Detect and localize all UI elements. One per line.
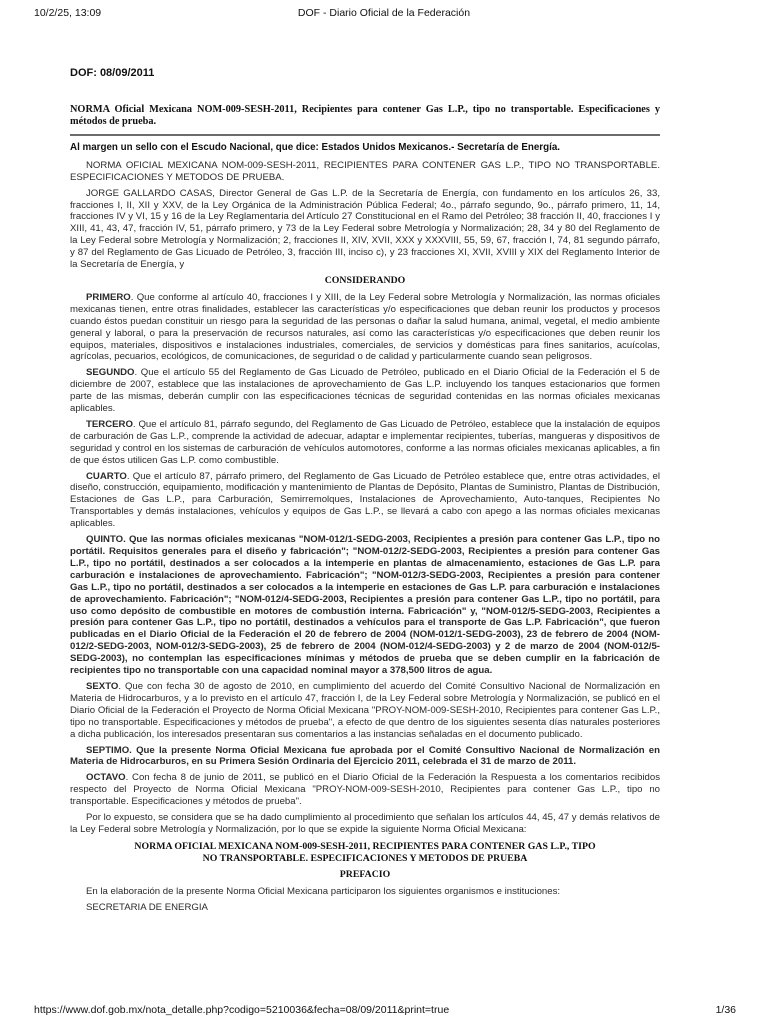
norma-heading bbox=[70, 841, 660, 865]
considerando-heading: CONSIDERANDO bbox=[324, 274, 406, 286]
document-body bbox=[70, 60, 660, 918]
tercero-body: . Que el artículo 81, párrafo segundo, del Reglamento de Gas Licuado de Petróleo, establece que la instalación de equipos de carburación de Gas L.P., comprende la actividad de adecuar, adaptar e implementar recipientes, tuberías, mangueras y dispositivos de seguridad y control en los sistemas de carburación de vehículos automotores, conforme a las normas oficiales mexicanas aplicables, a fin de que éstos utilicen Gas L.P. como combustible. bbox=[70, 418, 660, 466]
norma-heading-line-1: NORMA OFICIAL MEXICANA NOM-009-SESH-2011, RECIPIENTES PARA CONTENER GAS L.P., TIPO bbox=[134, 840, 596, 852]
septimo-paragraph: SEPTIMO. Que la presente Norma Oficial Mexicana fue aprobada por el Comité Consultivo Nacional de Normalización en Materia de Hidrocarburos, en su Primera Sesión Ordinaria del Ejercicio 2011, celebrada el 31 de marzo de 2011. bbox=[70, 744, 660, 768]
segundo-paragraph bbox=[70, 367, 660, 415]
quinto-paragraph: QUINTO. Que las normas oficiales mexicanas "NOM-012/1-SEDG-2003, Recipientes a presión para contener Gas L.P., tipo no portátil. Requisitos generales para el diseño y fabricación"; "NOM-012/2-SEDG-2003, Recipientes a presión para contener Gas L.P., tipo no portátil, destinados a ser colocados a la intemperie en plantas de almacenamiento, estaciones de Gas L.P. para carburación e instalaciones de aprovechamiento. Fabricación"; "NOM-012/3-SEDG-2003, Recipientes a presión para contener Gas L.P., tipo no portátil, destinados a ser colocados a la intemperie en estaciones de Gas L.P. para carburación e instalaciones de aprovechamiento. Fabricación"; "NOM-012/4-SEDG-2003, Recipientes a presión para contener Gas L.P., tipo no portátil, para uso como depósito de combustible en motores de combustión interna. Fabricación" y, "NOM-012/5-SEDG-2003, Recipientes a presión para contener Gas L.P., tipo no portátil, destinados a vehículos para el transporte de Gas L.P. Fabricación", que fueron publicadas en el Diario Oficial de la Federación el 20 de febrero de 2004 (NOM-012/1-SEDG-2003), 23 de febrero de 2004 (NOM-012/2-SEDG-2003, NOM-012/3-SEDG-2003), 25 de febrero de 2004 (NOM-012/4-SEDG-2003) y 2 de marzo de 2004 (NOM-012/5-SEDG-2003), no contemplan las especificaciones mínimas y métodos de prueba que se deben cumplir en la fabricación de recipientes tipo no transportable con una capacidad nominal mayor a 378,500 litros de agua. bbox=[70, 534, 660, 677]
prefacio-heading: PREFACIO bbox=[339, 869, 391, 881]
norma-title: NORMA Oficial Mexicana NOM-009-SESH-2011, Recipientes para contener Gas L.P., tipo no transportable. Especificaciones y métodos de prueba. bbox=[70, 104, 660, 136]
tercero-lead: TERCERO bbox=[86, 418, 133, 430]
tercero-paragraph bbox=[70, 419, 660, 467]
print-datetime: 10/2/25, 13:09 bbox=[34, 7, 102, 19]
secretaria-line: SECRETARIA DE ENERGIA bbox=[86, 902, 208, 914]
primero-lead: PRIMERO bbox=[86, 291, 131, 303]
octavo-paragraph bbox=[70, 772, 660, 808]
segundo-body: . Que el artículo 55 del Reglamento de Gas Licuado de Petróleo, publicado en el Diario Oficial de la Federación el 5 de diciembre de 2007, establece que las instalaciones de aprovechamiento de Gas L.P. incluyendo los tanques estacionarios que formen parte de las mismas, deberán cumplir con las especificaciones técnicas de seguridad contenidas en las normas oficiales mexicanas aplicables. bbox=[70, 367, 660, 415]
por-lo-expuesto-paragraph: Por lo expuesto, se considera que se ha dado cumplimiento al procedimiento que señalan los artículos 44, 45, 47 y demás relativos de la Ley Federal sobre Metrología y Normalización, por lo que se expide la siguiente Norma Oficial Mexicana: bbox=[70, 812, 660, 835]
cuarto-lead: CUARTO bbox=[86, 470, 127, 482]
norma-heading-line-2: NO TRANSPORTABLE. ESPECIFICACIONES Y METODOS DE PRUEBA bbox=[202, 852, 528, 864]
primero-paragraph bbox=[70, 292, 660, 363]
intro-paragraph: JORGE GALLARDO CASAS, Director General de Gas L.P. de la Secretaría de Energía, con fundamento en los artículos 26, 33, fracciones I, II, XII y XXV, de la Ley Orgánica de la Administración Pública Federal; 4o., párrafo segundo, 9o., párrafo primero, 11, 14, fracciones IV y VI, 15 y 16 de la Ley Reglamentaria del Artículo 27 Constitucional en el Ramo del Petróleo; 38 fracción II, 40, fracciones I y XIII, 41, 43, 47, fracción IV, 51, párrafo primero, y 73 de la Ley Federal sobre Metrología y Normalización; 28, 34 y 80 del Reglamento de la Ley Federal sobre Metrología y Normalización; 2, fracciones II, XIV, XVII, XXX y XXXVIII, 55, 59, 67, fracción I, 74, 81 segundo párrafo, y 87 del Reglamento de Gas Licuado de Petróleo, 3, fracción III, inciso c), y 23 fracciones XI, XVII, XVIII y XIX del Reglamento Interior de la Secretaría de Energía, y bbox=[70, 187, 660, 271]
primero-body: . Que conforme al artículo 40, fracciones I y XIII, de la Ley Federal sobre Metrología y Normalización, las normas oficiales mexicanas tienen, entre otras finalidades, establecer las características y/o especificaciones que deban reunir los productos y procesos cuando éstos puedan constituir un riesgo para la seguridad de las personas o dañar la salud humana, animal, vegetal, el medio ambiente general y laboral, o para la preservación de recursos naturales, así como las características y/o especificaciones que deben reunir los equipos, materiales, dispositivos e instalaciones industriales, comerciales, de servicios y domésticas para fines sanitarios, acuícolas, agrícolas, pecuarios, ecológicos, de comunicaciones, de seguridad o de calidad y particularmente cuando sean peligrosos. bbox=[70, 291, 660, 363]
cuarto-body: . Que el artículo 87, párrafo primero, del Reglamento de Gas Licuado de Petróleo establece que, entre otras actividades, el diseño, construcción, equipamiento, modificación y mantenimiento de Plantas de Depósito, Plantas de Suministro, Plantas de Distribución, Estaciones de Gas L.P., para Carburación, Semirremolques, Instalaciones de Aprovechamiento, Auto-tanques, Recipientes No Transportables y demás instalaciones, vehículos y equipos de Gas L.P., se llevará a cabo con apego a las normas oficiales mexicanas aplicables. bbox=[70, 470, 660, 530]
print-header bbox=[0, 0, 768, 22]
print-footer bbox=[0, 1002, 768, 1024]
octavo-lead: OCTAVO bbox=[86, 772, 126, 784]
cuarto-paragraph bbox=[70, 471, 660, 531]
print-url: https://www.dof.gob.mx/nota_detalle.php?codigo=5210036&fecha=08/09/2011&print=true bbox=[34, 1004, 450, 1016]
octavo-body: . Con fecha 8 de junio de 2011, se publicó en el Diario Oficial de la Federación la Respuesta a los comentarios recibidos respecto del Proyecto de Norma Oficial Mexicana "PROY-NOM-009-SESH-2010, Recipientes para contener Gas L.P., tipo no transportable. Especificaciones y métodos de prueba". bbox=[70, 772, 660, 808]
segundo-lead: SEGUNDO bbox=[86, 367, 135, 379]
prefacio-paragraph: En la elaboración de la presente Norma Oficial Mexicana participaron los siguientes organismos e instituciones: bbox=[86, 886, 561, 898]
dof-date: DOF: 08/09/2011 bbox=[70, 67, 155, 79]
norma-caps-paragraph: NORMA OFICIAL MEXICANA NOM-009-SESH-2011, RECIPIENTES PARA CONTENER GAS L.P., TIPO NO TRANSPORTABLE. ESPECIFICACIONES Y METODOS DE PRUEBA. bbox=[70, 159, 660, 183]
page-number: 1/36 bbox=[715, 1004, 736, 1016]
sello-text: Al margen un sello con el Escudo Nacional, que dice: Estados Unidos Mexicanos.- Secretaría de Energía. bbox=[70, 141, 560, 153]
sexto-lead: SEXTO bbox=[86, 680, 119, 692]
sexto-body: . Que con fecha 30 de agosto de 2010, en cumplimiento del acuerdo del Comité Consultivo Nacional de Normalización en Materia de Hidrocarburos, y a lo previsto en el artículo 47, fracción I, de la Ley Federal sobre Metrología y Normalización, se publicó en el Diario Oficial de la Federación el Proyecto de Norma Oficial Mexicana "PROY-NOM-009-SESH-2010, Recipientes para contener Gas L.P., tipo no transportable. Especificaciones y métodos de prueba", a efecto de que dentro de los siguientes sesenta días naturales posteriores a dicha publicación, los interesados presentaran sus comentarios a las instancias señaladas en el documento publicado. bbox=[70, 680, 660, 740]
print-page-title: DOF - Diario Oficial de la Federación bbox=[297, 7, 471, 19]
sexto-paragraph bbox=[70, 681, 660, 741]
